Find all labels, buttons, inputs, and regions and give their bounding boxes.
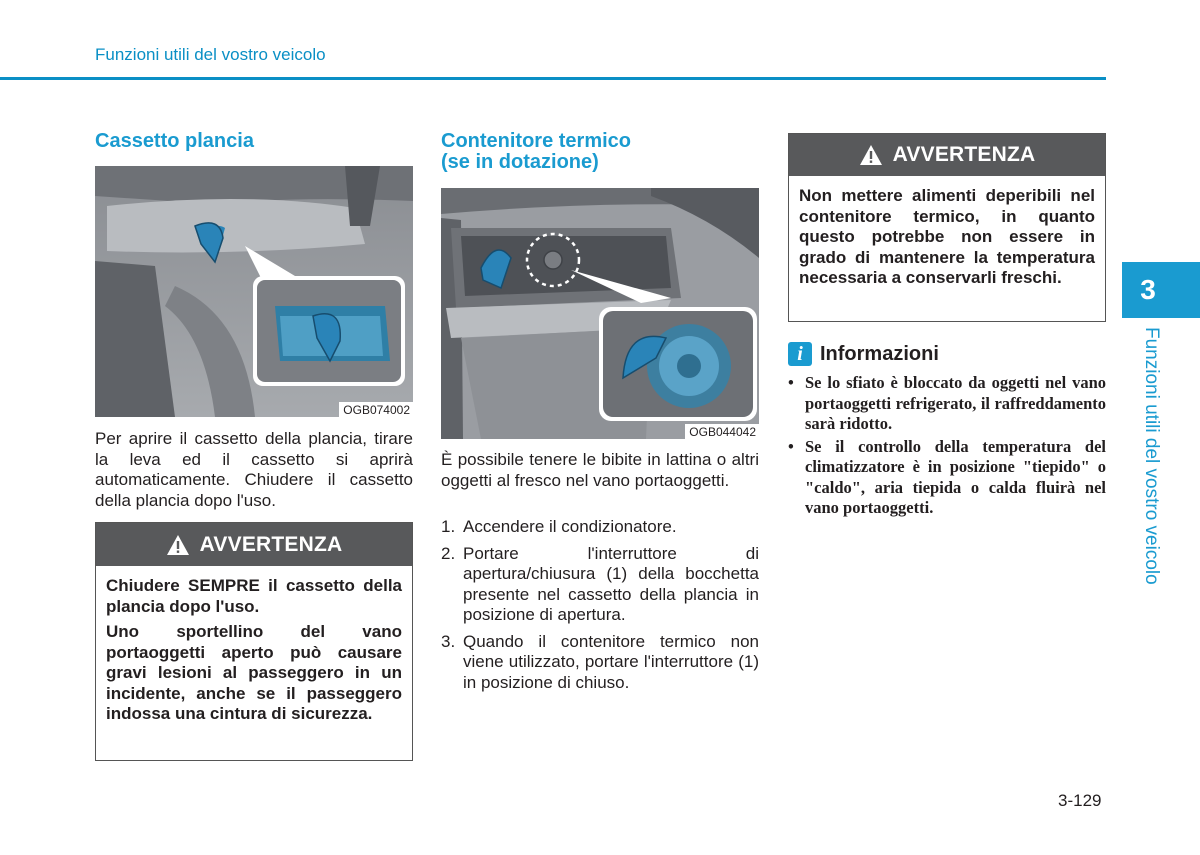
figure-code-cooling-box: OGB044042 [685,424,759,439]
glovebox-paragraph: Per aprire il cassetto della plancia, tirare la leva ed il cassetto si aprirà automaticamente. Chiudere il cassetto della plancia dopo l'uso. [95,429,413,510]
list-item [788,373,1106,435]
section-heading-line: (se in dotazione) [441,151,599,173]
figure-cooling-box [441,188,759,439]
bullet-icon: • [788,373,794,392]
section-heading-glovebox: Cassetto plancia [95,130,254,152]
warning-header [96,523,412,566]
warning-paragraph: Chiudere SEMPRE il cassetto della plancia dopo l'uso. [106,576,402,616]
warning-triangle-icon [859,144,883,166]
header-rule [0,77,1106,80]
figure-code-glovebox: OGB074002 [339,402,413,417]
section-heading-cooling [441,131,631,173]
cooling-box-illustration [441,188,759,439]
step-text: Accendere il condizionatore. [463,517,677,536]
chapter-tab: 3 [1122,262,1200,318]
step-number: 1. [441,517,456,536]
glovebox-illustration [95,166,413,417]
warning-title: AVVERTENZA [199,532,343,556]
warning-body [96,566,412,740]
warning-box-glovebox [95,522,413,761]
section-heading-line: Contenitore termico [441,130,632,152]
cooling-steps [441,517,759,699]
info-heading-label: Informazioni [820,342,939,365]
info-icon: i [788,342,812,366]
info-heading [788,342,939,366]
list-item [788,437,1106,519]
step-text: Portare l'interruttore di apertura/chiusura (1) della bocchetta presente nel cassetto della plancia in posizione di apertura. [463,543,759,624]
warning-header [789,134,1105,176]
step-text: Quando il contenitore termico non viene utilizzato, portare l'interruttore (1) in posizione di chiuso. [463,631,759,692]
info-bullet-text: Se lo sfiato è bloccato da oggetti nel vano portaoggetti refrigerato, il raffreddamento sarà ridotto. [805,373,1106,433]
cooling-paragraph: È possibile tenere le bibite in lattina o altri oggetti al fresco nel vano portaoggetti. [441,450,759,490]
step-number: 2. [441,543,456,563]
info-list [788,373,1106,521]
list-item [441,517,759,538]
warning-paragraph: Non mettere alimenti deperibili nel contenitore termico, in quanto questo potrebbe non essere in grado di mantenere la temperatura necessaria a conservarli freschi. [799,186,1095,287]
warning-box-cooling [788,133,1106,322]
warning-triangle-icon [166,534,190,556]
step-number: 3. [441,631,456,651]
warning-paragraph: Uno sportellino del vano portaoggetti aperto può causare gravi lesioni al passeggero in un incidente, anche se il passeggero indossa una cintura di sicurezza. [106,622,402,723]
list-item [441,544,759,626]
chapter-side-title: Funzioni utili del vostro veicolo [1141,327,1162,585]
page-number: 3-129 [1058,791,1102,810]
running-header: Funzioni utili del vostro veicolo [95,45,326,64]
info-bullet-text: Se il controllo della temperatura del climatizzatore è in posizione "tiepido" o "caldo", aria tiepida o calda fluirà nel vano portaoggetti. [805,436,1106,517]
bullet-icon: • [788,436,794,456]
warning-title: AVVERTENZA [892,143,1036,166]
warning-body [789,176,1105,304]
list-item [441,632,759,694]
figure-glovebox [95,166,413,417]
